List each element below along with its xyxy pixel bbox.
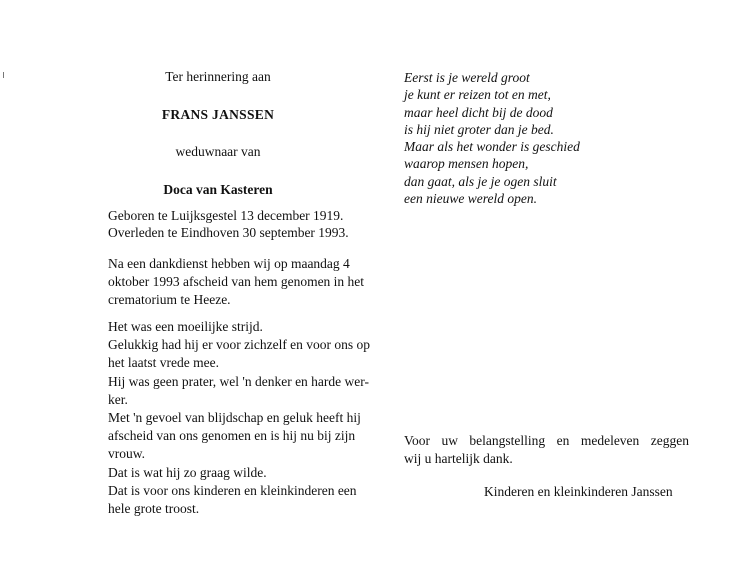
poem-line: Eerst is je wereld groot bbox=[404, 70, 530, 85]
poem-line: maar heel dicht bij de dood bbox=[404, 104, 553, 120]
message-line: het laatst vrede mee. bbox=[108, 355, 219, 371]
message-paragraph bbox=[108, 318, 371, 518]
poem-line: waarop mensen hopen, bbox=[404, 156, 529, 172]
message-line: Het was een moeilijke strijd. bbox=[108, 319, 263, 334]
birth-line: Geboren te Luijksgestel 13 december 1919. bbox=[108, 208, 344, 223]
message-line: Gelukkig had hij er voor zichzelf en voor ons op bbox=[108, 337, 371, 353]
poem-line: dan gaat, als je je ogen sluit bbox=[404, 173, 557, 189]
service-line: oktober 1993 afscheid van hem genomen in het bbox=[108, 274, 365, 290]
message-line: Dat is voor ons kinderen en kleinkinderen een bbox=[108, 482, 357, 498]
thanks-line: wij u hartelijk dank. bbox=[404, 451, 513, 467]
widower-label: weduwnaar van bbox=[175, 144, 261, 159]
poem-line: je kunt er reizen tot en met, bbox=[404, 87, 551, 103]
poem-line: een nieuwe wereld open. bbox=[404, 191, 537, 207]
deceased-name: FRANS JANSSEN bbox=[161, 107, 275, 122]
thanks-paragraph bbox=[404, 432, 689, 468]
message-line: vrouw. bbox=[108, 446, 145, 462]
remembrance-intro: Ter herinnering aan bbox=[165, 69, 271, 84]
death-line: Overleden te Eindhoven 30 september 1993. bbox=[108, 225, 349, 240]
message-line: hele grote troost. bbox=[108, 500, 200, 516]
family-signature: Kinderen en kleinkinderen Janssen bbox=[484, 484, 673, 499]
spouse-name: Doca van Kasteren bbox=[163, 182, 273, 197]
poem bbox=[404, 69, 580, 207]
message-line: Met 'n gevoel van blijdschap en geluk heeft hij bbox=[108, 409, 361, 425]
message-line: afscheid van ons genomen en is hij nu bij zijn bbox=[108, 428, 356, 444]
message-line: ker. bbox=[108, 391, 128, 407]
service-line: Na een dankdienst hebben wij op maandag 4 bbox=[108, 256, 350, 271]
service-paragraph bbox=[108, 255, 365, 310]
message-line: Hij was geen prater, wel 'n denker en harde wer- bbox=[108, 373, 370, 389]
service-line: crematorium te Heeze. bbox=[108, 292, 231, 308]
poem-line: is hij niet groter dan je bed. bbox=[404, 121, 554, 137]
scan-edge-mark bbox=[3, 72, 4, 78]
thanks-line: Voor uw belangstelling en medeleven zeggen bbox=[404, 433, 689, 448]
poem-line: Maar als het wonder is geschied bbox=[404, 139, 580, 155]
message-line: Dat is wat hij zo graag wilde. bbox=[108, 464, 267, 480]
